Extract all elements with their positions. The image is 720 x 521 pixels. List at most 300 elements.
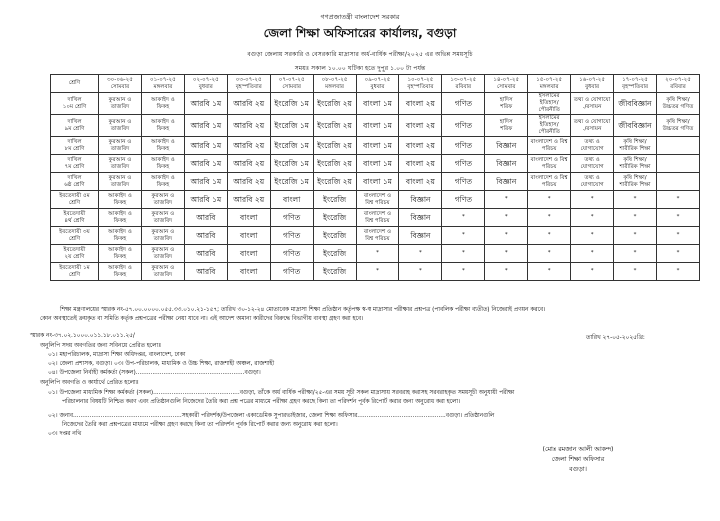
subject-line: তাজবিদ [110,103,130,110]
exam-date: ২০-০৭-২৫ [665,76,691,83]
subject-cell [313,191,356,209]
subject-cell [141,155,184,173]
subject-line: * [590,214,594,220]
subject-line: কুরআন ও [151,246,175,253]
subject-cell [528,245,571,263]
subject-line: ইংরেজি [323,249,347,258]
subject-cell [399,115,442,137]
table-row [51,173,700,191]
exam-date: ১০-০৭-২৫ [407,76,434,83]
subject-cell [656,191,699,209]
subject-line: বিজ্ঞান [410,213,431,222]
table-header-row [51,75,700,93]
memo-number: স্মারক নং-৩৭.০২.১০০০.০১১.১৮.০১১.২৫/ [30,333,135,339]
exam-date: ০১-০৭-২৫ [149,76,176,83]
subject-cell [227,115,270,137]
subject-line: * [547,268,551,274]
subject-line: তাজবিদ [153,217,173,224]
subject-cell [442,227,485,245]
subject-line: তাজবিদ [110,163,130,170]
exam-day: বুধবার [585,83,600,90]
subject-line: বাংলা [240,249,258,258]
subject-line: বাংলাদেশ ও বিশ্ব [530,156,568,163]
exam-day: রবিবার [455,83,472,90]
exam-day: বৃহস্পতিবার [621,83,649,90]
exam-day: মঙ্গলবার [325,83,344,90]
subject-cell [227,173,270,191]
subject-line: * [633,214,637,220]
subject-cell [227,209,270,227]
subject-cell [99,155,142,173]
subject-line: * [461,232,465,238]
subject-cell [485,263,528,281]
subject-cell [270,93,313,115]
subject-line: কুরআন ও [108,118,132,125]
subject-cell [485,93,528,115]
subject-cell [399,245,442,263]
subject-line: শরিফ [500,125,513,132]
subject-line: ফিকহ [113,271,127,278]
subject-line: যোগাযোগ [580,181,604,188]
subject-cell [356,209,399,227]
subject-cell [442,191,485,209]
subject-line: ইংরেজি [323,213,347,222]
subject-line: বাংলা ১ম [363,121,392,130]
subject-line: * [676,250,680,256]
subject-line: শারীরিক শিক্ষা [619,163,651,170]
subject-line: ফিকহ [156,145,170,152]
class-name-line: দাখিল [67,138,82,145]
action-item-2b: নিজেদের তৈরি করা প্রশ্নপত্রের মাধ্যমে পরীক্ষা গ্রহণ করছে কিনা তা পরিদর্শন পূর্বক রিপোর্ট করার জন্য অনুরোধ করা হলো। [62,422,338,428]
subject-cell [141,245,184,263]
subject-cell [270,263,313,281]
subject-cell [485,137,528,155]
subject-line: ইংরেজি [323,267,347,276]
subject-line: বাংলা ২য় [405,121,435,130]
subject-cell [528,263,571,281]
date-column-header [656,75,699,93]
subject-line: শরিফ [500,103,513,110]
table-row [51,191,700,209]
subject-cell [184,115,227,137]
subject-line: * [504,232,508,238]
subject-line: ইংরেজি ২য় [317,159,352,168]
exam-day: মঙ্গলবার [153,83,173,90]
subject-cell [227,227,270,245]
subject-cell [571,93,614,115]
subject-line: * [590,196,594,202]
class-name-line: ২য় শ্রেণি [64,253,85,260]
subject-line: বাংলা ২য় [405,159,435,168]
subject-line: আরবি ২য় [233,159,265,168]
subject-line: বাংলাদেশ ও বিশ্ব [530,174,568,181]
subject-line: ইংরেজি ২য় [317,121,352,130]
subject-cell [571,115,614,137]
subject-line: তথ্য ও [584,156,600,163]
subject-line: আকাইদ ও [150,138,175,145]
subject-cell [270,137,313,155]
subject-line: আরবি [196,231,216,240]
class-name-line: ইবতেদায়ী ৫ম [59,192,90,199]
signatory-place: বগুড়া। [569,466,587,473]
subject-cell [571,245,614,263]
subject-line: গণিত [454,121,472,130]
subject-cell [614,191,657,209]
subject-line: তাজবিদ [153,271,173,278]
subject-line: বাংলাদেশ ও [363,192,392,199]
subject-line: বিশ্ব পরিচয় [365,199,390,206]
subject-cell [614,155,657,173]
subject-cell [571,137,614,155]
class-name-line: দাখিল [67,96,82,103]
subject-line: আকাইদ ও [108,264,132,271]
subject-line: কুরআন ও [151,264,175,271]
subject-line: আকাইদ ও [108,246,132,253]
subject-line: আরবি ১ম [190,159,222,168]
date-column-header [528,75,571,93]
class-name-line: দাখিল [67,118,82,125]
subject-line: আকাইদ ও [108,228,132,235]
class-name-cell [51,227,99,245]
subject-cell [99,263,142,281]
subject-line: শারীরিক শিক্ষা [619,181,651,188]
subject-cell [485,115,528,137]
subject-cell [99,173,142,191]
subject-cell [313,93,356,115]
subject-cell [442,137,485,155]
class-name-cell [51,245,99,263]
subject-cell [184,227,227,245]
subject-line: * [633,250,637,256]
subject-line: ফিকহ [156,103,170,110]
subject-line: আরবি ১ম [190,195,222,204]
subject-cell [528,173,571,191]
subject-cell [528,155,571,173]
info-item-1: ০১। মহাপরিচালক, মাদ্রাসা শিক্ষা অধিদপ্তর, বাংলাদেশ, ঢাকা [48,352,186,358]
subject-cell [485,245,528,263]
signature-block [508,445,648,475]
table-row [51,155,700,173]
exam-day: রবিবার [670,83,686,90]
subject-line: আকাইদ ও [150,156,175,163]
subject-line: * [547,232,551,238]
subject-line: ইংরেজি ২য় [317,141,352,150]
table-row [51,245,700,263]
subject-line: কৃষি শিক্ষা/ [666,96,690,103]
exam-day: বৃহস্পতিবার [235,83,262,90]
subject-line: ইতিহাস/পৌরনীতি [538,100,560,113]
subject-cell [656,245,699,263]
subject-cell [356,93,399,115]
subject-line: ইংরেজি ১ম [274,141,309,150]
subject-line: হাদিস [499,118,513,125]
subject-line: তথ্য ও যোগাযো [573,118,611,125]
subject-line: বাংলা ২য় [405,177,435,186]
subject-line: আরবি ২য় [233,195,265,204]
subject-line: কুরআন ও [151,210,175,217]
subject-line: বাংলা ২য় [405,99,435,108]
table-row [51,263,700,281]
class-name-line: ৯ম শ্রেণি [64,125,85,132]
subject-line: গণিত [283,231,301,240]
subject-line: কৃষি শিক্ষা/ [623,138,647,145]
subject-line: বাংলা [240,213,258,222]
subject-line: * [590,232,594,238]
subject-cell [99,209,142,227]
subject-cell [442,209,485,227]
subject-cell [270,227,313,245]
subject-line: * [676,196,680,202]
subject-cell [356,115,399,137]
notice-line-2: কোন অবস্থাতেই ক্রয়কৃত বা সমিতি কর্তৃক প্রশ্নপত্রের পরীক্ষা নেয়া যাবে না। এই আদেশ অমান্য কারীদের বিরুদ্ধে বিভাগীয় ব্যবস্থা গ্রহণ করা হবে। [40,316,364,322]
subject-line: ইংরেজি [323,195,347,204]
subject-cell [614,93,657,115]
class-name-cell [51,115,99,137]
subject-line: আরবি ২য় [233,99,265,108]
subject-line: ./রসায়ন [582,125,602,132]
memo-date: তারিখ ২৭-০৫-২০২৫খ্রি: [586,335,645,341]
subject-line: * [633,196,637,202]
subject-line: বিজ্ঞান [410,231,431,240]
subject-line: আকাইদ ও [108,192,132,199]
subject-line: আরবি ২য় [233,177,265,186]
subject-line: ইংরেজি ২য় [317,177,352,186]
class-name-cell [51,93,99,115]
exam-time: সময়ঃ সকাল ১০.০০ ঘটিকা হতে দুপুর ১.০০ টা পর্যন্ত [294,65,426,72]
subject-cell [442,115,485,137]
subject-cell [313,115,356,137]
subject-cell [614,209,657,227]
subject-cell [141,115,184,137]
subject-line: কৃষি শিক্ষা/ [623,156,647,163]
subject-cell [99,245,142,263]
subject-line: আকাইদ ও [108,210,132,217]
subject-cell [141,93,184,115]
date-column-header [485,75,528,93]
subject-line: * [504,250,508,256]
subject-cell [485,173,528,191]
document-header [0,12,720,74]
subject-line: গণিত [454,177,472,186]
action-item-3: ০৩। দপ্তর নথি [48,431,82,437]
subject-cell [442,173,485,191]
date-column-header [270,75,313,93]
exam-day: বুধবার [198,83,213,90]
exam-date: ১৭-০৭-২৫ [622,76,648,83]
date-column-header [399,75,442,93]
subject-cell [656,115,699,137]
subject-cell [99,93,142,115]
subject-cell [270,209,313,227]
subject-cell [184,245,227,263]
subject-line: কুরআন ও [151,228,175,235]
subject-line: ইসলামের [538,93,560,99]
action-item-1a: ০১। উপজেলা মাধ্যমিক শিক্ষা কর্মকর্তা (সকল)...............................................বগুড়া, তাঁকে অর্ধ বার্ষিক পরীক্ষা/২৫-এর সময় সূচী সকল মাদ্রাসায় সরবরাহ করাসহ সরবরাহকৃত সময়সূচী অনুযায়ী পরীক্ষা [48,390,515,396]
subject-line: * [547,214,551,220]
subject-cell [313,209,356,227]
subject-line: * [676,268,680,274]
subject-line: বাংলা ১ম [363,159,392,168]
subject-cell [270,115,313,137]
subject-cell [356,227,399,245]
subject-line: কুরআন ও [108,174,132,181]
signatory-title: জেলা শিক্ষা অফিসার [551,456,605,463]
exam-date: ০৭-০৭-২৫ [278,76,305,83]
date-column-header [99,75,142,93]
subject-line: তথ্য ও যোগাযো [573,96,611,103]
subject-cell [270,191,313,209]
subject-line: * [633,232,637,238]
subject-line: ফিকহ [113,253,127,260]
subject-line: বাংলা [282,195,301,204]
subject-line: ফিকহ [113,235,127,242]
subject-line: ইংরেজি ১ম [274,99,309,108]
class-name-cell [51,173,99,191]
subject-cell [184,191,227,209]
subject-cell [571,209,614,227]
subject-cell [656,155,699,173]
class-name-cell [51,155,99,173]
subject-line: ইংরেজি ১ম [274,159,309,168]
subject-line: ইসলামের [538,115,560,121]
class-name-line: ইবতেদায়ী [63,210,86,217]
subject-cell [184,263,227,281]
subject-cell [571,191,614,209]
subject-cell [399,227,442,245]
subject-cell [442,245,485,263]
action-heading: অনুলিপি অবগতি ও কার্যার্থে প্রেরিত হলোঃ [40,380,139,386]
subject-cell [399,191,442,209]
subject-line: বাংলা ১ম [363,141,392,150]
subject-cell [656,173,699,191]
subject-cell [141,263,184,281]
action-item-2a: ০২। জনাব...........................................................সহকারী পরিদর্শক/উপজেলা একাডেমিক সুপারভাইজার, জেলা শিক্ষা অফিসার................................................বগুড়া। প্রতিষ্ঠানগুলি [48,413,495,419]
subject-line: তাজবিদ [153,235,173,242]
subject-line: তাজবিদ [110,145,130,152]
date-column-header [141,75,184,93]
office-title: জেলা শিক্ষা অফিসারের কার্যালয়, বগুড়া [263,26,457,40]
class-name-line: শ্রেণি [68,271,81,278]
subject-line: ইংরেজি ২য় [317,99,352,108]
subject-cell [485,209,528,227]
subject-line: পরিচয় [541,145,557,152]
subject-line: ফিকহ [113,199,127,206]
subject-cell [485,227,528,245]
subject-line: * [676,232,680,238]
exam-date: ০২-০৭-২৫ [192,76,219,83]
subject-line: আরবি [196,249,216,258]
subject-line: আরবি [196,213,216,222]
subject-cell [227,191,270,209]
subject-line: আরবি ১ম [190,141,222,150]
subject-cell [614,137,657,155]
date-column-header [227,75,270,93]
subject-line: বিজ্ঞান [496,159,517,168]
subject-line: তাজবিদ [110,181,130,188]
table-row [51,209,700,227]
subject-line: আরবি ১ম [190,99,222,108]
date-column-header [356,75,399,93]
class-name-cell [51,191,99,209]
subject-cell [141,209,184,227]
table-row [51,115,700,137]
subject-cell [442,155,485,173]
subject-line: ./রসায়ন [582,103,602,110]
subject-cell [528,137,571,155]
exam-date: ১৪-০৭-২৫ [493,76,520,83]
subject-line: আকাইদ ও [150,118,175,125]
class-name-line: দাখিল [67,174,82,181]
subject-line: তাজবিদ [153,199,173,206]
action-item-1b: পরিচালনার বিষয়টি নিশ্চিত করণ এবং প্রতিষ্ঠানগুলি নিজেদের তৈরি করা প্রশ্ন পত্রের মাধ্যমে পরীক্ষা গ্রহণ করছে কিনা তা পরিদর্শন পূর্বক রিপোর্ট করার জন্য অনুরোধ করা হলো। [62,399,461,405]
subject-line: তাজবিদ [110,125,130,132]
exam-day: বৃহস্পতিবার [407,83,434,90]
subject-cell [614,115,657,137]
subject-line: বাংলাদেশ ও বিশ্ব [530,138,568,145]
subject-line: ফিকহ [156,125,170,132]
exam-date: ০৩-০৭-২৫ [235,76,262,83]
class-name-line: ইবতেদায়ী [63,246,86,253]
subject-line: ফিকহ [156,163,170,170]
subject-line: তথ্য ও [584,174,600,181]
table-row [51,227,700,245]
exam-day: সোমবার [282,83,301,90]
subject-cell [227,93,270,115]
subject-line: * [419,250,422,256]
subject-line: কৃষি শিক্ষা/ [623,174,647,181]
exam-day: সোমবার [110,83,130,90]
table-row [51,137,700,155]
exam-date: ১৫-০৭-২৫ [536,76,563,83]
subject-cell [399,209,442,227]
info-item-3: ০৪। উপজেলা নির্বাহী কর্মকর্তা (সকল)...........................................................বগুড়া। [48,370,261,376]
date-column-header [442,75,485,93]
subject-line: ইংরেজি ১ম [274,121,309,130]
subject-line: * [676,214,680,220]
class-name-cell [51,137,99,155]
subject-cell [356,137,399,155]
subject-cell [571,263,614,281]
subject-cell [656,209,699,227]
routine-subtitle: বগুড়া জেলায় সরকারি ও বেসরকারি মাদ্রাসার অর্ধ-বার্ষিক পরীক্ষা/২০২৫ এর অভিন্ন সময়সূচি [247,51,473,58]
subject-cell [141,137,184,155]
subject-line: আরবি ২য় [233,121,265,130]
subject-line: কৃষি শিক্ষা/ [666,118,690,125]
subject-cell [656,93,699,115]
subject-line: বাংলা ১ম [363,99,392,108]
exam-routine-table [50,74,700,281]
subject-cell [528,209,571,227]
subject-cell [399,93,442,115]
subject-cell [313,263,356,281]
subject-cell [571,173,614,191]
subject-cell [656,227,699,245]
subject-cell [614,263,657,281]
subject-line: * [504,268,508,274]
subject-line: * [461,250,465,256]
subject-line: তাজবিদ [153,253,173,260]
subject-line: কুরআন ও [151,192,175,199]
info-item-2: ০২। জেলা প্রশাসক, বগুড়া। ০৩। উপ-পরিচালক, মাধ্যমিক ও উচ্চ শিক্ষা, রাজশাহী অঞ্চল, রাজশাহী [48,361,275,367]
subject-line: উচ্চতর গণিত [662,103,694,110]
subject-cell [399,173,442,191]
subject-cell [528,115,571,137]
subject-line: * [590,250,594,256]
subject-cell [99,191,142,209]
subject-line: ফিকহ [113,217,127,224]
subject-cell [313,137,356,155]
subject-cell [227,137,270,155]
